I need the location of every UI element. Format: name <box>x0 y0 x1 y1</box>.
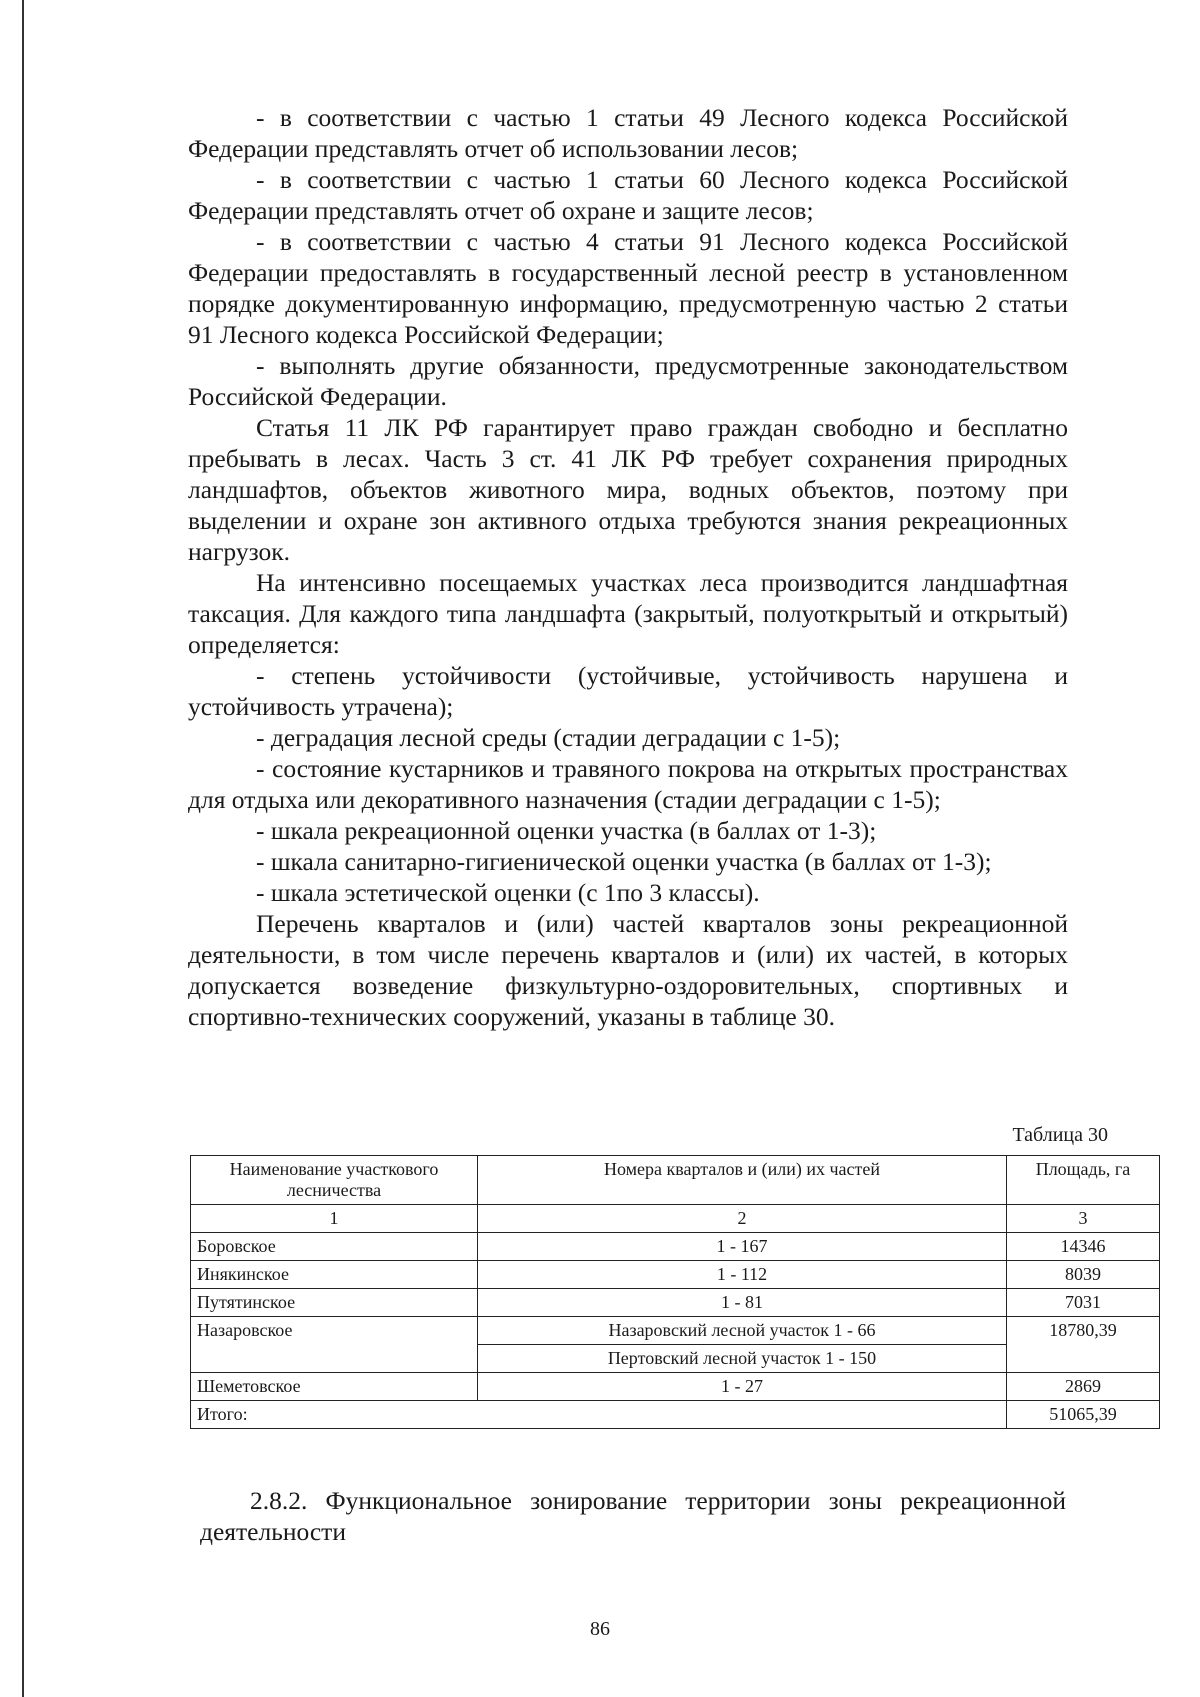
table-row <box>191 1289 1160 1317</box>
paragraph: - в соответствии с частью 4 статьи 91 Лесного кодекса Российской Федерации предоставлять в государственный лесной реестр в установленном порядке документированную информацию, предусмотренную частью 2 статьи 91 Лесного кодекса Российской Федерации; <box>188 227 1068 349</box>
paragraph: Статья 11 ЛК РФ гарантирует право граждан свободно и бесплатно пребывать в лесах. Часть 3 ст. 41 ЛК РФ требует сохранения природных ландшафтов, объектов животного мира, водных объектов, поэтому при выделении и охране зон активного отдыха требуются знания рекреационных нагрузок. <box>188 413 1068 566</box>
header-cell: Номера кварталов и (или) их частей <box>478 1156 1007 1205</box>
table-caption: Таблица 30 <box>1012 1124 1108 1146</box>
area-cell: 2869 <box>1007 1373 1160 1401</box>
page-edge-line <box>22 0 24 1697</box>
total-area-cell: 51065,39 <box>1007 1401 1160 1429</box>
table-row <box>191 1373 1160 1401</box>
quarters-cell: Пертовский лесной участок 1 - 150 <box>478 1345 1007 1373</box>
section-heading: 2.8.2. Функциональное зонирование территории зоны рекреационной деятельности <box>200 1486 1066 1546</box>
page-number: 86 <box>590 1618 610 1640</box>
quarters-cell: 1 - 81 <box>478 1289 1007 1317</box>
paragraph: - шкала санитарно-гигиенической оценки участка (в баллах от 1-3); <box>256 847 992 876</box>
quarters-cell: 1 - 27 <box>478 1373 1007 1401</box>
header-cell: Площадь, га <box>1007 1156 1160 1205</box>
forestry-name-cell: Шеметовское <box>191 1373 478 1401</box>
forestry-name-cell: Назаровское <box>191 1317 478 1373</box>
area-cell: 7031 <box>1007 1289 1160 1317</box>
body-text <box>188 102 1068 1032</box>
paragraph: - в соответствии с частью 1 статьи 49 Лесного кодекса Российской Федерации представлять отчет об использовании лесов; <box>188 103 1068 163</box>
forestry-name-cell: Инякинское <box>191 1261 478 1289</box>
column-number-cell: 2 <box>478 1205 1007 1233</box>
table-column-number-row <box>191 1205 1160 1233</box>
table-row <box>191 1317 1160 1345</box>
paragraph: - состояние кустарников и травяного покрова на открытых пространствах для отдыха или декоративного назначения (стадии деградации с 1-5); <box>188 754 1068 814</box>
header-cell: Наименование участкового лесничества <box>191 1156 478 1205</box>
paragraph: На интенсивно посещаемых участках леса производится ландшафтная таксация. Для каждого типа ландшафта (закрытый, полуоткрытый и открытый) определяется: <box>188 568 1068 659</box>
forestry-name-cell: Путятинское <box>191 1289 478 1317</box>
total-label-cell: Итого: <box>191 1401 1007 1429</box>
paragraph: - степень устойчивости (устойчивые, устойчивость нарушена и устойчивость утрачена); <box>188 661 1068 721</box>
area-cell: 8039 <box>1007 1261 1160 1289</box>
paragraph: - в соответствии с частью 1 статьи 60 Лесного кодекса Российской Федерации представлять отчет об охране и защите лесов; <box>188 165 1068 225</box>
quarters-cell: 1 - 167 <box>478 1233 1007 1261</box>
area-cell: 14346 <box>1007 1233 1160 1261</box>
table-total-row <box>191 1401 1160 1429</box>
column-number-cell: 3 <box>1007 1205 1160 1233</box>
paragraph: - деградация лесной среды (стадии деградации с 1-5); <box>256 723 841 752</box>
table-header-row <box>191 1156 1160 1205</box>
paragraph: - выполнять другие обязанности, предусмотренные законодательством Российской Федерации. <box>188 351 1068 411</box>
area-cell: 18780,39 <box>1007 1317 1160 1373</box>
column-number-cell: 1 <box>191 1205 478 1233</box>
paragraph: - шкала эстетической оценки (с 1по 3 классы). <box>256 878 760 907</box>
paragraph: Перечень кварталов и (или) частей кварталов зоны рекреационной деятельности, в том числе перечень кварталов и (или) их частей, в которых допускается возведение физкультурно-оздоровительных, спортивных и спортивно-технических сооружений, указаны в таблице 30. <box>188 909 1068 1031</box>
forestry-table <box>190 1155 1160 1429</box>
table-row <box>191 1261 1160 1289</box>
paragraph: - шкала рекреационной оценки участка (в баллах от 1-3); <box>256 816 877 845</box>
table-row <box>191 1233 1160 1261</box>
quarters-cell: 1 - 112 <box>478 1261 1007 1289</box>
forestry-name-cell: Боровское <box>191 1233 478 1261</box>
quarters-cell: Назаровский лесной участок 1 - 66 <box>478 1317 1007 1345</box>
